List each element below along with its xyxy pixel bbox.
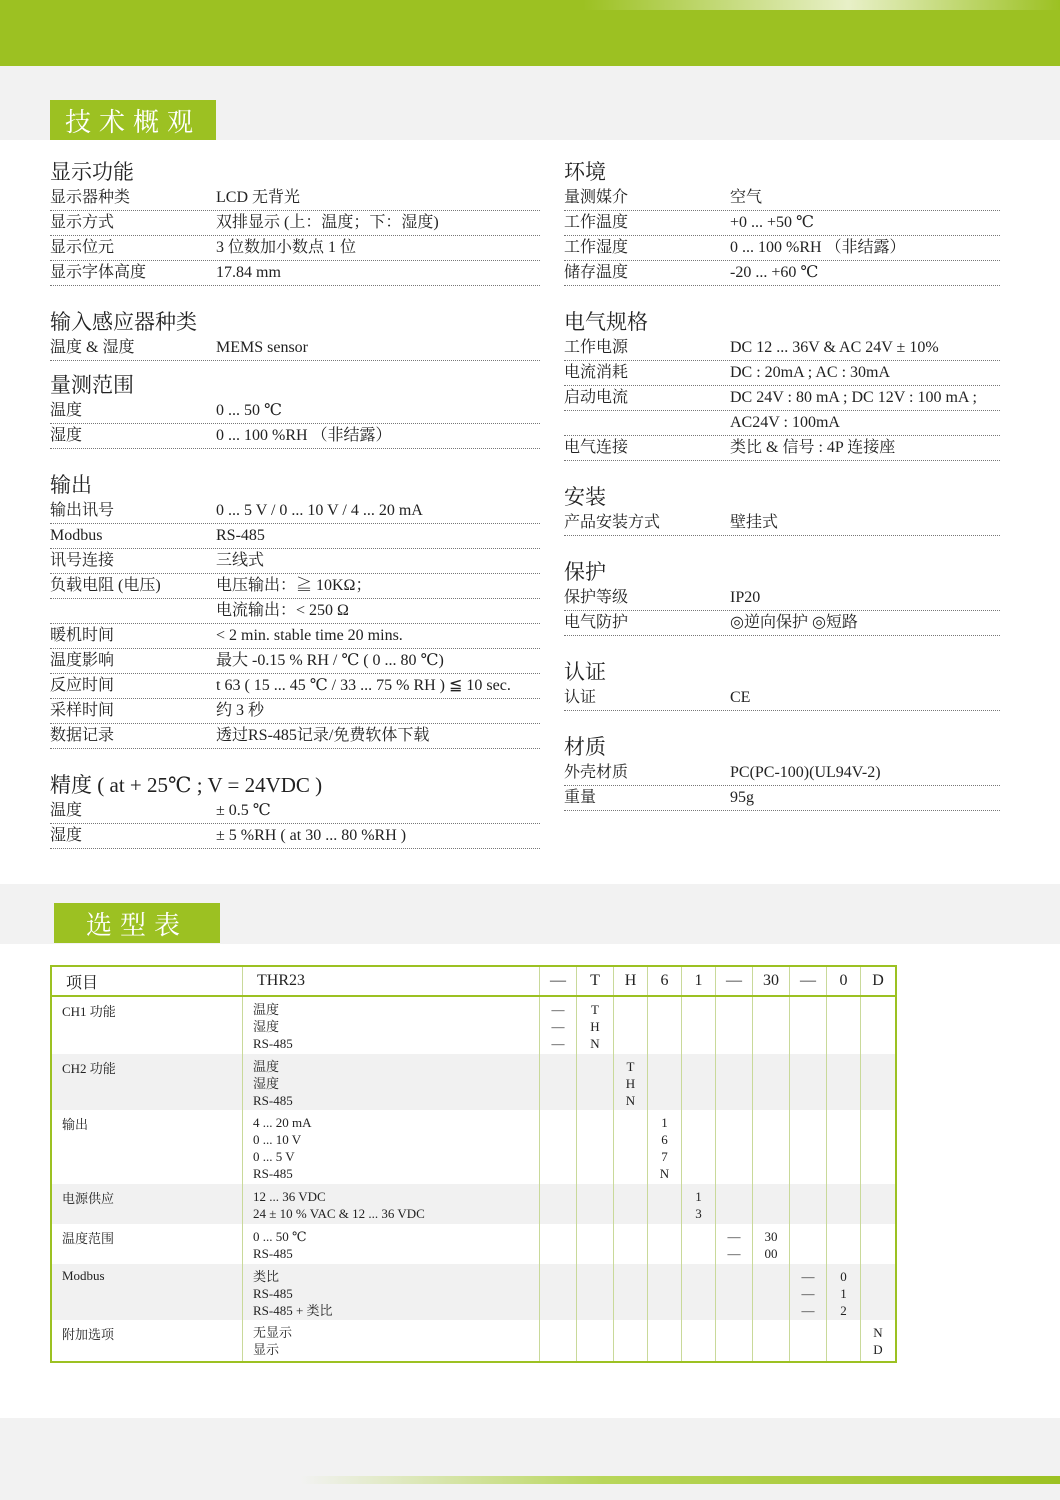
spec-value: 95g — [730, 789, 754, 806]
selection-code-cell — [861, 996, 897, 1054]
selection-table-row — [51, 1264, 896, 1320]
spec-label: 显示位元 — [50, 239, 115, 256]
spec-row — [564, 236, 1000, 261]
spec-value: PC(PC-100)(UL94V-2) — [730, 764, 881, 781]
selection-code-cell — [716, 1110, 753, 1184]
selection-code: 6 — [661, 1132, 668, 1147]
footer-stripe — [300, 1476, 1060, 1484]
selection-code-cell — [827, 996, 861, 1054]
selection-option: 温度 — [253, 1002, 280, 1017]
spec-label: 暖机时间 — [50, 627, 115, 644]
selection-code-cell — [648, 1320, 682, 1362]
spec-label: 讯号连接 — [50, 552, 115, 569]
selection-code: — — [801, 1286, 815, 1301]
selection-code: — — [727, 1246, 741, 1261]
selection-code-cell — [614, 996, 648, 1054]
selection-code-cell — [540, 1054, 577, 1110]
overview-section-title: 技术概观 — [50, 100, 216, 140]
selection-code-cell — [753, 1224, 790, 1264]
selection-code-cell — [827, 1224, 861, 1264]
selection-code-cell — [861, 1320, 897, 1362]
spec-value: 约 3 秒 — [216, 702, 265, 719]
spec-value: 类比 & 信号 : 4P 连接座 — [730, 439, 896, 456]
selection-code-cell — [682, 1184, 716, 1224]
selection-code-cell — [614, 1054, 648, 1110]
spec-row — [50, 399, 540, 424]
spec-label: 显示字体高度 — [50, 264, 147, 281]
spec-label: 温度影响 — [50, 652, 115, 669]
selection-header-cell: D — [861, 966, 897, 996]
selection-code-cell — [790, 1264, 827, 1320]
spec-row — [50, 624, 540, 649]
spec-value: IP20 — [730, 589, 761, 606]
spec-label — [564, 411, 730, 435]
spec-row — [50, 649, 540, 674]
selection-code-cell — [716, 1054, 753, 1110]
selection-section-title: 选型表 — [54, 903, 220, 943]
selection-code-cell — [648, 1264, 682, 1320]
selection-item: 附加选项 — [51, 1320, 243, 1362]
selection-code: — — [551, 1002, 565, 1017]
selection-code: 1 — [695, 1189, 702, 1204]
spec-row — [564, 611, 1000, 636]
selection-header-cell: — — [790, 966, 827, 996]
selection-options — [243, 1054, 540, 1110]
selection-code-cell — [753, 996, 790, 1054]
selection-option: RS-485 — [253, 1246, 293, 1261]
selection-option: RS-485 — [253, 1093, 293, 1108]
spec-left-column — [50, 158, 540, 849]
spec-row — [564, 211, 1000, 236]
spec-group-title: 量测范围 — [50, 373, 134, 397]
spec-label: 保护等级 — [564, 589, 629, 606]
selection-header-cell: 0 — [827, 966, 861, 996]
selection-code-cell — [716, 1184, 753, 1224]
selection-code: T — [591, 1002, 599, 1017]
selection-item: 电源供应 — [51, 1184, 243, 1224]
selection-option: RS-485 + 类比 — [253, 1303, 333, 1318]
selection-item: 温度范围 — [51, 1224, 243, 1264]
spec-group-title: 输入感应器种类 — [50, 310, 197, 334]
selection-code-cell — [577, 1320, 614, 1362]
spec-label: 电气连接 — [564, 439, 629, 456]
spec-value: LCD 无背光 — [216, 189, 301, 206]
selection-code-cell — [682, 1264, 716, 1320]
selection-code: D — [873, 1342, 883, 1357]
selection-code-cell — [682, 1320, 716, 1362]
selection-options — [243, 1320, 540, 1362]
selection-code: N — [659, 1166, 670, 1181]
selection-option: 湿度 — [253, 1019, 280, 1034]
selection-option: 温度 — [253, 1059, 280, 1074]
selection-code: 30 — [764, 1229, 778, 1244]
selection-header-cell: — — [540, 966, 577, 996]
header-stripe — [0, 0, 1060, 10]
spec-row — [50, 524, 540, 549]
selection-code: 00 — [764, 1246, 778, 1261]
selection-option: 4 ... 20 mA — [253, 1115, 312, 1130]
spec-row — [564, 186, 1000, 211]
selection-code: 7 — [661, 1149, 668, 1164]
spec-value: 空气 — [730, 189, 763, 206]
selection-code-cell — [577, 1184, 614, 1224]
selection-header-cell: 1 — [682, 966, 716, 996]
spec-value: t 63 ( 15 ... 45 ℃ / 33 ... 75 % RH ) ≦ 10 sec. — [216, 677, 511, 694]
spec-row — [564, 586, 1000, 611]
spec-value: -20 ... +60 ℃ — [730, 264, 819, 281]
spec-label: 温度 & 湿度 — [50, 339, 135, 356]
selection-option: 12 ... 36 VDC — [253, 1189, 326, 1204]
selection-code-cell — [648, 1054, 682, 1110]
selection-code-cell — [861, 1184, 897, 1224]
spec-label: 量测媒介 — [564, 189, 629, 206]
selection-header-cell: T — [577, 966, 614, 996]
selection-code-cell — [861, 1264, 897, 1320]
spec-group-title: 显示功能 — [50, 160, 134, 184]
selection-item: CH2 功能 — [51, 1054, 243, 1110]
selection-code-cell — [540, 1110, 577, 1184]
selection-option: RS-485 — [253, 1166, 293, 1181]
selection-item: CH1 功能 — [51, 996, 243, 1054]
spec-value: AC24V : 100mA — [730, 414, 840, 431]
selection-code-cell — [577, 1054, 614, 1110]
spec-row — [50, 824, 540, 849]
selection-code-cell — [861, 1224, 897, 1264]
spec-row — [50, 724, 540, 749]
spec-value: ± 5 %RH ( at 30 ... 80 %RH ) — [216, 827, 407, 844]
selection-code-cell — [648, 1184, 682, 1224]
selection-options — [243, 1224, 540, 1264]
spec-row — [564, 786, 1000, 811]
spec-label: 输出讯号 — [50, 502, 115, 519]
spec-row — [564, 511, 1000, 536]
spec-row — [564, 336, 1000, 361]
spec-value: MEMS sensor — [216, 339, 309, 356]
selection-code: 1 — [661, 1115, 668, 1130]
selection-code-cell — [682, 1224, 716, 1264]
selection-code-cell — [753, 1054, 790, 1110]
selection-code-cell — [716, 1264, 753, 1320]
spec-row — [50, 424, 540, 449]
spec-row — [564, 386, 1000, 411]
spec-row — [50, 186, 540, 211]
selection-code-cell — [753, 1184, 790, 1224]
spec-label: Modbus — [50, 527, 103, 544]
selection-table — [50, 965, 897, 1363]
spec-value: DC 12 ... 36V & AC 24V ± 10% — [730, 339, 939, 356]
spec-group-title: 精度 ( at + 25℃ ; V = 24VDC ) — [50, 773, 323, 797]
selection-code-cell — [790, 1054, 827, 1110]
selection-code-cell — [682, 1110, 716, 1184]
spec-value: 电流输出：< 250 Ω — [216, 602, 349, 619]
spec-value: +0 ... +50 ℃ — [730, 214, 814, 231]
spec-value: 电压输出：≧ 10KΩ； — [216, 577, 372, 594]
selection-header-cell: 30 — [753, 966, 790, 996]
spec-label: 数据记录 — [50, 727, 115, 744]
spec-group-title: 环境 — [564, 160, 606, 184]
spec-label: 储存温度 — [564, 264, 629, 281]
selection-code-cell — [540, 1224, 577, 1264]
selection-options — [243, 1264, 540, 1320]
selection-code-cell — [827, 1264, 861, 1320]
spec-label: 反应时间 — [50, 677, 115, 694]
spec-row — [564, 411, 1000, 436]
selection-options — [243, 996, 540, 1054]
spec-value: DC 24V : 80 mA ; DC 12V : 100 mA ; — [730, 389, 977, 406]
selection-code-cell — [861, 1110, 897, 1184]
spec-group-title: 认证 — [564, 660, 606, 684]
selection-code-cell — [716, 1224, 753, 1264]
selection-code-cell — [614, 1264, 648, 1320]
selection-code: — — [551, 1019, 565, 1034]
selection-header-cell: — — [716, 966, 753, 996]
spec-value: < 2 min. stable time 20 mins. — [216, 627, 403, 644]
selection-code-cell — [753, 1320, 790, 1362]
selection-table-row — [51, 1054, 896, 1110]
selection-table-row — [51, 996, 896, 1054]
selection-option: 24 ± 10 % VAC & 12 ... 36 VDC — [253, 1206, 425, 1221]
selection-code-cell — [753, 1110, 790, 1184]
spec-label: 显示器种类 — [50, 189, 131, 206]
spec-value: 最大 -0.15 % RH / ℃ ( 0 ... 80 ℃) — [216, 652, 444, 669]
spec-value: 双排显示 (上：温度；下：湿度) — [216, 214, 439, 231]
selection-code: — — [551, 1036, 565, 1051]
selection-code: 0 — [840, 1269, 847, 1284]
selection-code: 3 — [695, 1206, 702, 1221]
selection-code-cell — [614, 1320, 648, 1362]
spec-value: 0 ... 50 ℃ — [216, 402, 282, 419]
selection-code-cell — [614, 1110, 648, 1184]
spec-value: 17.84 mm — [216, 264, 281, 281]
selection-option: 湿度 — [253, 1076, 280, 1091]
spec-right-column — [564, 158, 1000, 811]
selection-code-cell — [827, 1184, 861, 1224]
selection-code-cell — [827, 1110, 861, 1184]
selection-code: 2 — [840, 1303, 847, 1318]
spec-label: 采样时间 — [50, 702, 115, 719]
selection-code-cell — [614, 1224, 648, 1264]
selection-item: Modbus — [51, 1264, 243, 1320]
spec-label: 湿度 — [50, 827, 83, 844]
spec-value: 3 位数加小数点 1 位 — [216, 239, 357, 256]
selection-code-cell — [577, 1110, 614, 1184]
selection-option: 0 ... 5 V — [253, 1149, 295, 1164]
spec-value: 0 ... 5 V / 0 ... 10 V / 4 ... 20 mA — [216, 502, 423, 519]
spec-label: 工作温度 — [564, 214, 629, 231]
spec-value: RS-485 — [216, 527, 265, 544]
selection-code-cell — [753, 1264, 790, 1320]
selection-code-cell — [716, 996, 753, 1054]
spec-row — [50, 574, 540, 599]
spec-value: ◎逆向保护 ◎短路 — [730, 614, 858, 631]
spec-group-title: 电气规格 — [564, 310, 648, 334]
selection-option: 无显示 — [253, 1325, 293, 1340]
selection-code-cell — [790, 1224, 827, 1264]
spec-label: 认证 — [564, 689, 597, 706]
selection-code-cell — [540, 1184, 577, 1224]
spec-row — [50, 549, 540, 574]
selection-option: 显示 — [253, 1342, 280, 1357]
selection-code-cell — [682, 996, 716, 1054]
selection-code: H — [625, 1076, 636, 1091]
selection-code-cell — [790, 1184, 827, 1224]
selection-header-cell: 项目 — [51, 966, 243, 996]
selection-option: RS-485 — [253, 1286, 293, 1301]
selection-code: 1 — [840, 1286, 847, 1301]
spec-label: 外壳材质 — [564, 764, 629, 781]
spec-row — [50, 336, 540, 361]
selection-code: — — [801, 1303, 815, 1318]
selection-code-cell — [540, 1320, 577, 1362]
spec-value: 三线式 — [216, 552, 265, 569]
spec-row — [564, 361, 1000, 386]
selection-code-cell — [648, 996, 682, 1054]
selection-code: N — [873, 1325, 883, 1340]
spec-row — [564, 761, 1000, 786]
spec-row — [564, 686, 1000, 711]
spec-group-title: 输出 — [50, 473, 92, 497]
selection-code-cell — [827, 1054, 861, 1110]
spec-label — [50, 599, 216, 623]
selection-option: 类比 — [253, 1269, 280, 1284]
spec-row — [50, 261, 540, 286]
spec-label: 温度 — [50, 402, 83, 419]
spec-row — [564, 436, 1000, 461]
spec-row — [50, 674, 540, 699]
selection-table-row — [51, 1320, 896, 1362]
selection-table-header — [51, 966, 896, 996]
spec-row — [50, 499, 540, 524]
selection-header-cell: THR23 — [243, 966, 540, 996]
selection-code-cell — [540, 1264, 577, 1320]
spec-label: 电流消耗 — [564, 364, 629, 381]
spec-label: 电气防护 — [564, 614, 629, 631]
spec-row — [50, 799, 540, 824]
selection-options — [243, 1110, 540, 1184]
selection-code: — — [727, 1229, 741, 1244]
spec-value: DC : 20mA ; AC : 30mA — [730, 364, 891, 381]
spec-value: 壁挂式 — [730, 514, 779, 531]
selection-code-cell — [790, 1320, 827, 1362]
selection-code: N — [625, 1093, 636, 1108]
selection-code-cell — [577, 1224, 614, 1264]
spec-group-title: 材质 — [564, 735, 606, 759]
selection-header-cell: 6 — [648, 966, 682, 996]
selection-item: 输出 — [51, 1110, 243, 1184]
selection-options — [243, 1184, 540, 1224]
selection-code: N — [590, 1036, 600, 1051]
selection-option: 0 ... 10 V — [253, 1132, 302, 1147]
spec-row — [50, 236, 540, 261]
spec-value: CE — [730, 689, 751, 706]
spec-row — [50, 599, 540, 624]
spec-row — [564, 261, 1000, 286]
selection-code-cell — [682, 1054, 716, 1110]
spec-label: 温度 — [50, 802, 83, 819]
spec-label: 负载电阻 (电压) — [50, 577, 161, 594]
selection-code: T — [626, 1059, 635, 1074]
selection-code-cell — [648, 1224, 682, 1264]
spec-label: 工作电源 — [564, 339, 629, 356]
spec-label: 工作湿度 — [564, 239, 629, 256]
spec-value: ± 0.5 ℃ — [216, 802, 271, 819]
spec-group-title: 安装 — [564, 485, 606, 509]
spec-label: 产品安装方式 — [564, 514, 661, 531]
selection-code-cell — [614, 1184, 648, 1224]
spec-group-title: 保护 — [564, 560, 606, 584]
selection-code-cell — [716, 1320, 753, 1362]
footer-band — [0, 1418, 1060, 1500]
selection-code-cell — [790, 996, 827, 1054]
selection-code-cell — [861, 1054, 897, 1110]
spec-label: 重量 — [564, 789, 597, 806]
selection-code: H — [590, 1019, 600, 1034]
selection-code-cell — [648, 1110, 682, 1184]
spec-label: 显示方式 — [50, 214, 115, 231]
selection-header-cell: H — [614, 966, 648, 996]
selection-code: — — [801, 1269, 815, 1284]
spec-value: 0 ... 100 %RH （非结露） — [216, 427, 392, 444]
spec-value: 透过RS-485记录/免费软体下载 — [216, 727, 430, 744]
selection-code-cell — [577, 996, 614, 1054]
spec-value: 0 ... 100 %RH （非结露） — [730, 239, 906, 256]
selection-option: RS-485 — [253, 1036, 293, 1051]
selection-code-cell — [540, 996, 577, 1054]
spec-row — [50, 211, 540, 236]
selection-code-cell — [577, 1264, 614, 1320]
selection-option: 0 ... 50 ℃ — [253, 1229, 307, 1244]
selection-table-row — [51, 1184, 896, 1224]
spec-label: 湿度 — [50, 427, 83, 444]
selection-table-row — [51, 1224, 896, 1264]
selection-code-cell — [827, 1320, 861, 1362]
spec-label: 启动电流 — [564, 389, 629, 406]
spec-row — [50, 699, 540, 724]
selection-table-row — [51, 1110, 896, 1184]
selection-code-cell — [790, 1110, 827, 1184]
